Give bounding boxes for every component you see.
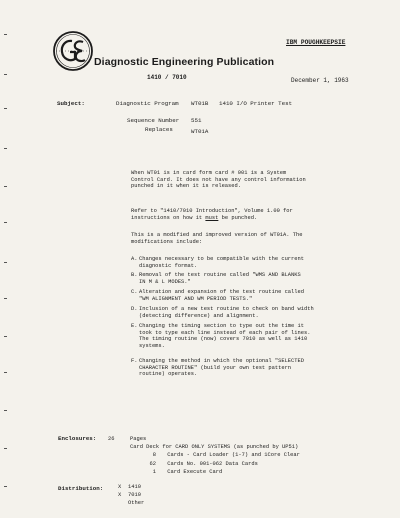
modification-item [131,358,381,379]
card-qty: 8 [152,452,156,458]
item-line: "WM ALIGNMENT AND WM PERIOD TESTS." [139,295,253,302]
item-line: Alteration and expansion of the test routine called [139,289,304,295]
enclosures-count: 26 [108,436,115,442]
paragraph-modified [131,232,302,245]
item-line: Changing the method in which the optional "SELECTED [139,358,304,364]
margin-tick [4,298,7,299]
card-text: Cards No. 001-062 Data Cards [167,461,258,467]
item-letter: C. [131,289,138,295]
item-line: The timing routine (now) covers 7010 as well as 1410 [139,336,308,343]
distribution-mark: X [118,492,122,498]
paragraph-text: be punched. [221,214,258,221]
location-label: IBM POUGHKEEPSIE [286,39,346,46]
card-text: Card Execute Card [167,469,223,475]
card-row [146,461,258,468]
paragraph-text: instructions on how it [131,214,203,221]
paragraph-line: This is a modified and improved version of WT01A. The [131,232,303,238]
emphasis-must: must [205,214,219,221]
item-line: took to type each line instead of each pair of lines. [139,329,311,336]
card-row [146,469,222,476]
item-letter: D. [131,306,138,312]
item-line: (detecting difference) and alignment. [139,312,259,319]
distribution-text: 1410 [128,484,141,490]
margin-tick [4,222,7,223]
margin-tick [4,486,7,487]
card-deck-line: Card Deck for CARD ONLY SYSTEMS (as punched by UP51) [130,444,299,450]
replaces-label: Replaces [145,126,173,133]
card-row [146,452,300,459]
program-code: WT01B [191,100,209,107]
item-line: Removal of the test routine called "WMS AND BLANKS [139,272,301,278]
distribution-mark: X [118,484,122,490]
margin-tick [4,34,7,35]
margin-tick [4,108,7,109]
margin-tick [4,336,7,337]
program-label: Diagnostic Program [116,100,179,107]
item-line: Changes necessary to be compatible with the current [139,256,304,262]
margin-tick [4,372,7,373]
item-line: systems. [139,342,165,349]
item-letter: B. [131,272,138,278]
card-qty: 1 [152,469,156,475]
issue-date: December 1, 1963 [291,77,349,84]
distribution-text: Other [128,500,145,506]
item-line: routine) operates. [139,371,198,378]
distribution-row [118,500,144,507]
enclosures-pages: Pages [130,436,147,442]
modification-item [131,289,381,303]
enclosures-label: Enclosures: [58,435,97,442]
item-letter: E. [131,323,138,329]
margin-tick [4,148,7,149]
program-title: 1410 I/O Printer Test [219,100,293,107]
distribution-row [118,484,141,491]
item-line: IN M & L MODES." [139,278,191,285]
modification-item [131,323,381,351]
system-number: 1410 / 7010 [147,74,187,81]
distribution-row [118,492,141,499]
sequence-value: 551 [191,117,202,124]
item-letter: F. [131,358,138,364]
ge-logo [52,30,94,72]
distribution-text: 7010 [128,492,141,498]
margin-tick [4,262,7,263]
margin-tick [4,410,7,411]
paragraph-line: Refer to "1410/7010 Introduction", Volume 1.00 for [131,208,293,214]
item-line: Inclusion of a new test routine to check on band width [139,306,314,312]
card-qty: 62 [149,461,156,467]
item-letter: A. [131,256,138,262]
paragraph-refer [131,208,293,221]
paragraph-line: modifications include: [131,238,203,245]
distribution-label: Distribution: [58,485,104,492]
sequence-label: Sequence Number [127,117,180,124]
paragraph-system-card [131,170,306,190]
modification-item [131,306,381,320]
paragraph-line: When WT01 is in card form card # 001 is a System [131,170,287,176]
modification-item [131,256,381,270]
margin-tick [4,74,7,75]
paragraph-line [131,215,293,222]
replaces-value: WT01A [191,128,209,135]
paragraph-line: Control Card. It does not have any control information [131,176,306,183]
paragraph-line: punched in it when it is released. [131,183,241,190]
publication-title: Diagnostic Engineering Publication [94,56,275,68]
subject-label: Subject: [57,100,85,107]
item-line: CHARACTER ROUTINE" (build your own test pattern [139,364,292,371]
item-line: Changing the timing section to type out the time it [139,323,304,329]
modification-item [131,272,381,286]
margin-tick [4,186,7,187]
card-text: Cards - Card Loader (1-7) and 1Core Clear [167,452,300,458]
item-line: diagnostic format. [139,262,198,269]
margin-tick [4,448,7,449]
